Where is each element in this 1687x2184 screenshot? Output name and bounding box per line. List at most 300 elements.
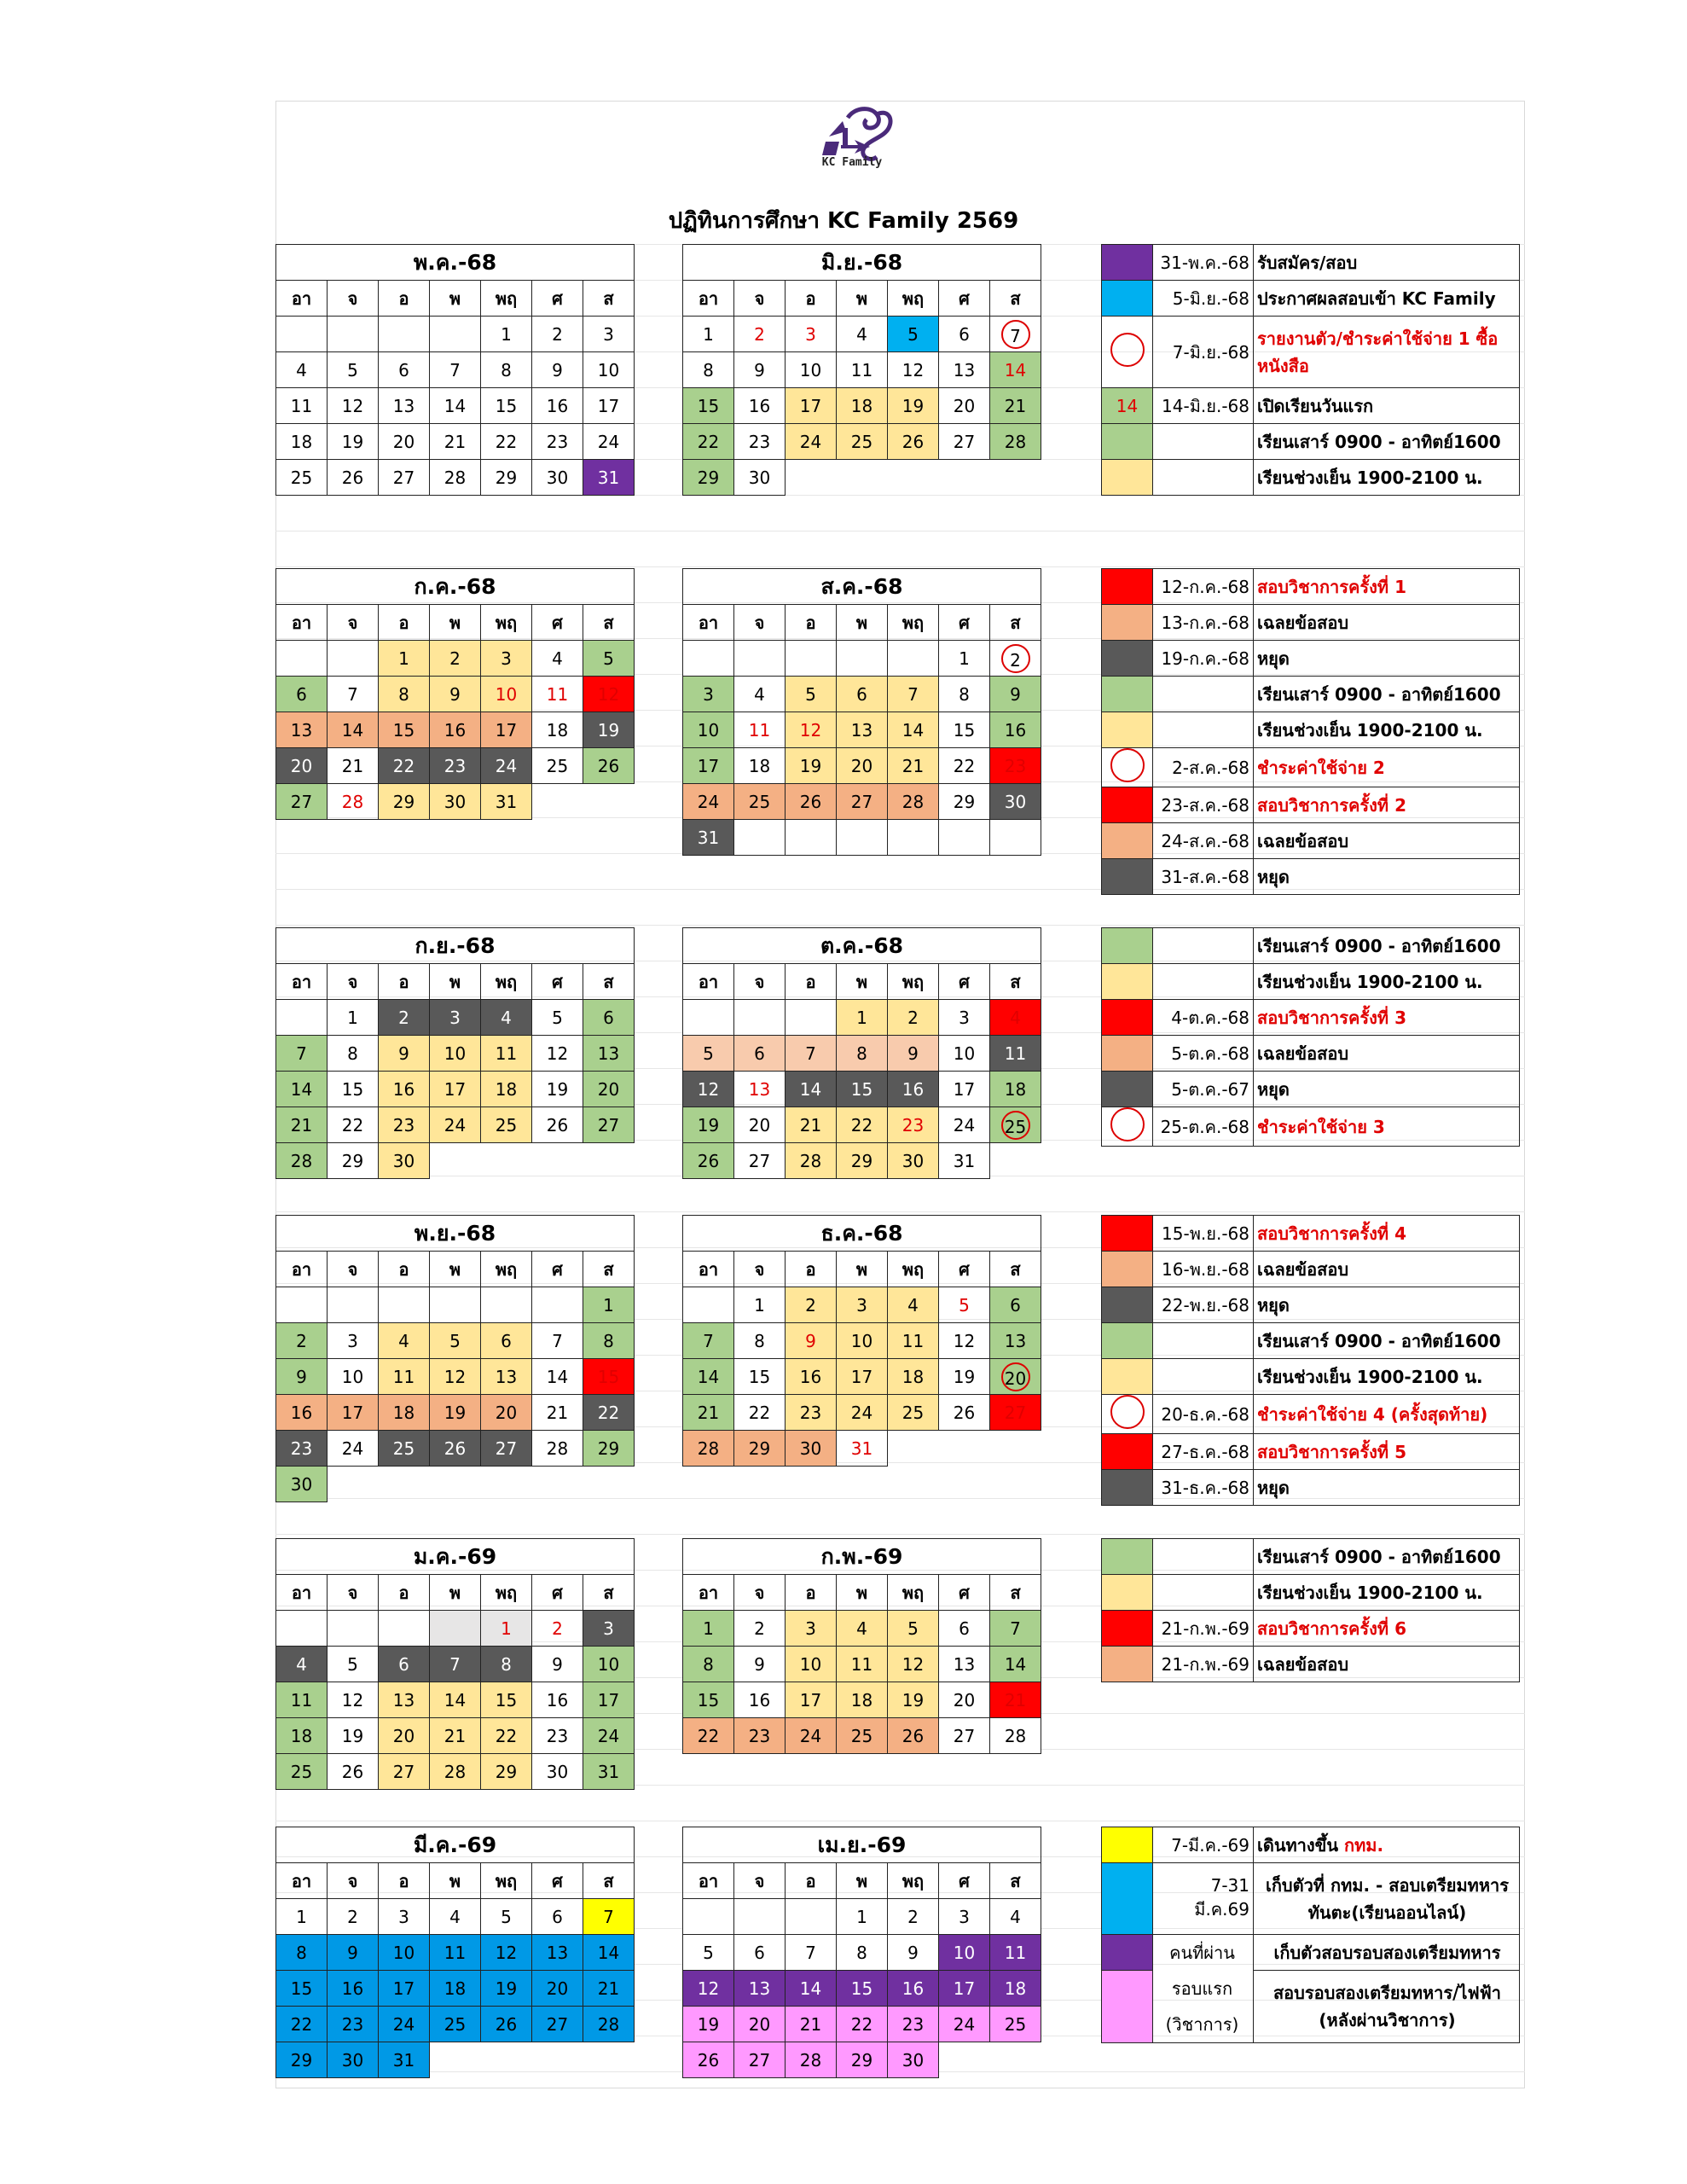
day-cell: 7 [430,352,481,388]
legend-swatch [1102,245,1153,281]
week-row [276,1754,635,1790]
day-cell: 20 [939,1682,990,1718]
day-cell: 29 [276,2042,328,2078]
day-cell: 2 [888,1899,939,1935]
day-cell: 19 [481,1971,532,2007]
day-cell: 20 [379,1718,430,1754]
weekday-header: อ [786,281,837,317]
legend-text: เฉลยข้อสอบ [1254,1036,1520,1072]
weekday-header: อา [683,281,734,317]
week-row [683,1072,1041,1107]
day-cell: 17 [786,1682,837,1718]
day-cell: 30 [532,1754,583,1790]
day-cell: 7 [430,1647,481,1682]
day-cell: 2 [786,1287,837,1323]
legend-swatch [1102,1470,1153,1506]
weekday-header: พฤ [888,1575,939,1611]
day-cell: 20 [481,1395,532,1431]
month-calendar-nov68 [275,1215,635,1502]
blank-day-cell [837,820,888,856]
day-cell: 11 [276,1682,328,1718]
blank-day-cell [532,1287,583,1323]
weekday-header: ศ [939,1252,990,1287]
legend-date: 31-พ.ค.-68 [1153,245,1254,281]
day-cell: 5 [328,352,379,388]
day-cell: 11 [837,352,888,388]
empty-cell [328,1467,379,1502]
weekday-header: ส [990,1252,1041,1287]
day-cell: 10 [786,1647,837,1682]
day-cell: 17 [328,1395,379,1431]
blank-day-cell [379,1611,430,1647]
day-cell: 30 [379,1143,430,1179]
day-cell: 31 [583,460,635,496]
day-cell: 4 [837,1611,888,1647]
day-cell: 19 [786,748,837,784]
day-cell: 13 [837,712,888,748]
week-row [276,1036,635,1072]
month-title: พ.ย.-68 [276,1216,635,1252]
day-cell: 13 [481,1359,532,1395]
day-cell: 1 [481,1611,532,1647]
month-title: ก.ย.-68 [276,928,635,964]
day-cell: 27 [583,1107,635,1143]
weekday-header: อ [786,605,837,641]
day-cell: 25 [379,1431,430,1467]
day-cell: 23 [734,1718,786,1754]
day-cell: 27 [939,1718,990,1754]
weekday-header: จ [734,1252,786,1287]
day-cell: 14 [276,1072,328,1107]
month-calendar-dec68 [682,1215,1041,1467]
legend-row [1102,1216,1520,1252]
legend-date: 27-ธ.ค.-68 [1153,1434,1254,1470]
weekday-header: ศ [939,1575,990,1611]
legend-leg2 [1101,568,1520,895]
weekday-header: พ [837,964,888,1000]
weekday-header: พ [837,1863,888,1899]
day-cell: 17 [379,1971,430,2007]
weekday-header: ศ [532,281,583,317]
day-cell: 31 [583,1754,635,1790]
legend-date-line: (วิชาการ) [1165,2014,1239,2035]
legend-date: 31-ธ.ค.-68 [1153,1470,1254,1506]
empty-cell [430,1467,481,1502]
legend-text: สอบวิชาการครั้งที่ 4 [1254,1216,1520,1252]
day-cell: 12 [481,1935,532,1971]
day-cell: 24 [939,1107,990,1143]
day-cell: 2 [888,1000,939,1036]
week-row [276,1323,635,1359]
day-cell: 31 [379,2042,430,2078]
legend-swatch [1102,964,1153,1000]
legend-row [1102,1539,1520,1575]
day-cell: 7 [990,1611,1041,1647]
day-cell: 9 [990,677,1041,712]
day-cell: 7 [276,1036,328,1072]
legend-swatch [1102,1611,1153,1647]
day-cell: 13 [276,712,328,748]
week-row [683,1647,1041,1682]
week-row [683,677,1041,712]
day-cell: 18 [837,388,888,424]
legend-swatch [1102,424,1153,460]
weekday-header: ศ [532,964,583,1000]
weekday-header: อา [683,1863,734,1899]
legend-date: 19-ก.ค.-68 [1153,641,1254,677]
week-row [683,1036,1041,1072]
legend-row [1102,859,1520,895]
weekday-header: จ [328,1575,379,1611]
day-cell: 4 [734,677,786,712]
day-cell: 7 [583,1899,635,1935]
empty-cell [837,460,888,496]
day-cell: 22 [683,1718,734,1754]
day-cell: 1 [276,1899,328,1935]
day-cell: 4 [276,352,328,388]
day-cell: 3 [430,1000,481,1036]
day-cell: 6 [276,677,328,712]
day-cell: 11 [990,1935,1041,1971]
day-cell: 24 [683,784,734,820]
day-cell: 11 [990,1036,1041,1072]
legend-text: หยุด [1254,641,1520,677]
legend-row [1102,1359,1520,1395]
month-title: ต.ค.-68 [683,928,1041,964]
day-cell: 24 [430,1107,481,1143]
legend-swatch [1102,1000,1153,1036]
week-row [683,1611,1041,1647]
day-cell: 22 [683,424,734,460]
blank-day-cell [837,641,888,677]
day-cell: 21 [683,1395,734,1431]
day-cell: 18 [990,1971,1041,2007]
legend-row [1102,1827,1520,1863]
day-cell: 18 [276,1718,328,1754]
empty-cell [481,1467,532,1502]
legend-row [1102,1036,1520,1072]
day-cell: 29 [328,1143,379,1179]
day-cell: 7 [888,677,939,712]
month-calendar-jul68 [275,568,635,820]
weekday-header: จ [328,1863,379,1899]
legend-swatch [1102,712,1153,748]
legend-date: 21-ก.พ.-69 [1153,1647,1254,1682]
day-cell: 25 [990,2007,1041,2042]
weekday-header: อา [683,605,734,641]
day-cell: 5 [683,1935,734,1971]
day-cell: 12 [430,1359,481,1395]
day-cell: 29 [379,784,430,820]
legend-swatch [1102,748,1153,787]
day-cell: 22 [837,2007,888,2042]
week-row [683,712,1041,748]
week-row [683,784,1041,820]
day-cell: 16 [990,712,1041,748]
week-row [276,1359,635,1395]
weekday-header: ส [990,281,1041,317]
day-cell: 22 [379,748,430,784]
legend-text: เรียนช่วงเย็น 1900-2100 น. [1254,460,1520,496]
week-row [683,748,1041,784]
day-cell: 24 [786,424,837,460]
sheet-gridline [275,566,1525,567]
blank-day-cell [683,1287,734,1323]
empty-cell [990,1431,1041,1467]
legend-text: สอบวิชาการครั้งที่ 6 [1254,1611,1520,1647]
legend-date [1153,1935,1254,2043]
weekday-header: ส [583,281,635,317]
day-cell: 22 [583,1395,635,1431]
day-cell: 17 [583,1682,635,1718]
day-cell: 4 [430,1899,481,1935]
empty-cell [990,1143,1041,1179]
weekday-header: อ [379,1863,430,1899]
day-cell: 18 [481,1072,532,1107]
week-row [683,1718,1041,1754]
legend-swatch [1102,1539,1153,1575]
day-cell: 1 [837,1000,888,1036]
day-cell: 24 [837,1395,888,1431]
day-cell: 26 [683,2042,734,2078]
empty-cell [481,2042,532,2078]
blank-day-cell [990,820,1041,856]
blank-day-cell [328,1611,379,1647]
day-cell: 11 [379,1359,430,1395]
day-cell: 5 [328,1647,379,1682]
empty-cell [481,1143,532,1179]
legend-leg3 [1101,927,1520,1147]
week-row [276,1467,635,1502]
month-title: มิ.ย.-68 [683,245,1041,281]
circled-day: 7 [1001,320,1030,349]
weekday-header: พฤ [481,1863,532,1899]
weekday-header: อ [379,1252,430,1287]
week-row [683,1359,1041,1395]
day-cell: 16 [532,388,583,424]
day-cell: 16 [532,1682,583,1718]
weekday-header: จ [328,605,379,641]
day-cell: 28 [532,1431,583,1467]
day-cell: 20 [734,1107,786,1143]
weekday-header: ส [990,964,1041,1000]
week-row [683,1000,1041,1036]
legend-swatch [1102,1863,1153,1935]
day-cell: 14 [990,1647,1041,1682]
day-cell: 26 [328,460,379,496]
day-cell: 23 [734,424,786,460]
day-cell: 8 [734,1323,786,1359]
day-cell: 27 [990,1395,1041,1431]
legend-swatch [1102,317,1153,388]
legend-date: 14-มิ.ย.-68 [1153,388,1254,424]
legend-row [1102,1000,1520,1036]
day-cell: 13 [379,1682,430,1718]
day-cell: 26 [888,424,939,460]
day-cell: 18 [734,748,786,784]
legend-text-red: กทม. [1343,1834,1384,1856]
week-row [276,1935,635,1971]
circle-marker-icon [1110,1107,1145,1141]
circle-marker-icon [1110,748,1145,782]
blank-day-cell [328,1287,379,1323]
day-cell: 14 [532,1359,583,1395]
weekday-header: พ [430,605,481,641]
day-cell: 13 [990,1323,1041,1359]
day-cell: 11 [888,1323,939,1359]
week-row [276,352,635,388]
day-cell: 6 [990,1287,1041,1323]
legend-text: เรียนเสาร์ 0900 - อาทิตย์1600 [1254,1539,1520,1575]
day-cell: 8 [276,1935,328,1971]
week-row [276,641,635,677]
legend-text: เรียนช่วงเย็น 1900-2100 น. [1254,1359,1520,1395]
day-cell: 2 [532,317,583,352]
day-cell: 3 [379,1899,430,1935]
day-cell: 10 [328,1359,379,1395]
weekday-header: อา [276,1575,328,1611]
week-row [276,784,635,820]
legend-text: สอบวิชาการครั้งที่ 3 [1254,1000,1520,1036]
day-cell: 15 [837,1971,888,2007]
empty-cell [583,784,635,820]
legend-date: 5-ต.ค.-68 [1153,1036,1254,1072]
weekday-header: พฤ [481,605,532,641]
day-cell: 20 [583,1072,635,1107]
legend-swatch [1102,928,1153,964]
day-cell: 19 [683,2007,734,2042]
day-cell: 19 [888,1682,939,1718]
legend-row [1102,1323,1520,1359]
blank-day-cell [276,641,328,677]
day-cell: 15 [583,1359,635,1395]
day-cell: 26 [786,784,837,820]
day-cell: 15 [276,1971,328,2007]
legend-mar-apr [1101,1827,1520,2043]
week-row [276,424,635,460]
week-row [683,1971,1041,2007]
day-cell: 30 [888,2042,939,2078]
day-cell: 16 [734,388,786,424]
legend-text: เรียนเสาร์ 0900 - อาทิตย์1600 [1254,1323,1520,1359]
month-title: มี.ค.-69 [276,1827,635,1863]
day-cell: 25 [532,748,583,784]
legend-date [1153,1323,1254,1359]
day-cell: 6 [734,1036,786,1072]
day-cell: 5 [481,1899,532,1935]
weekday-header: พฤ [481,1252,532,1287]
day-cell: 8 [683,352,734,388]
day-cell: 6 [379,352,430,388]
legend-date [1153,964,1254,1000]
legend-swatch [1102,859,1153,895]
legend-swatch: 14 [1102,388,1153,424]
day-cell: 26 [583,748,635,784]
month-calendar-mar69 [275,1827,635,2078]
day-cell: 20 [276,748,328,784]
week-row [683,1143,1041,1179]
week-row [683,1899,1041,1935]
day-cell: 3 [786,317,837,352]
weekday-header: ศ [532,1252,583,1287]
day-cell: 18 [888,1359,939,1395]
day-cell: 10 [583,1647,635,1682]
blank-day-cell [786,1000,837,1036]
legend-swatch [1102,281,1153,317]
legend-date: 5-ต.ค.-67 [1153,1072,1254,1107]
weekday-header: อา [276,1863,328,1899]
week-row [683,2042,1041,2078]
legend-swatch [1102,460,1153,496]
month-title: พ.ค.-68 [276,245,635,281]
legend-text: เฉลยข้อสอบ [1254,823,1520,859]
blank-day-cell [734,820,786,856]
blank-day-cell [481,1287,532,1323]
week-row [683,1287,1041,1323]
day-cell: 27 [481,1431,532,1467]
day-cell: 28 [430,1754,481,1790]
week-row [276,2007,635,2042]
day-cell: 2 [532,1611,583,1647]
day-cell: 5 [532,1000,583,1036]
day-cell: 22 [734,1395,786,1431]
month-title: เม.ย.-69 [683,1827,1041,1863]
day-cell: 29 [481,1754,532,1790]
day-cell: 21 [430,1718,481,1754]
day-cell: 3 [837,1287,888,1323]
day-cell: 28 [786,1143,837,1179]
legend-text: เรียนเสาร์ 0900 - อาทิตย์1600 [1254,928,1520,964]
blank-day-cell [276,1000,328,1036]
day-cell: 19 [888,388,939,424]
weekday-header: พฤ [481,964,532,1000]
weekday-header: จ [328,1252,379,1287]
day-cell: 11 [837,1647,888,1682]
legend-row [1102,569,1520,605]
legend-text: เรียนเสาร์ 0900 - อาทิตย์1600 [1254,677,1520,712]
day-cell: 8 [379,677,430,712]
legend-text-part: เดินทางขึ้น [1257,1834,1344,1856]
legend-swatch [1102,605,1153,641]
circled-day: 2 [1001,644,1030,673]
day-cell: 16 [328,1971,379,2007]
empty-cell [939,460,990,496]
legend-date: 15-พ.ย.-68 [1153,1216,1254,1252]
legend-date [1153,712,1254,748]
day-cell: 15 [683,1682,734,1718]
week-row [683,641,1041,677]
day-cell: 7 [532,1323,583,1359]
legend-text: เฉลยข้อสอบ [1254,1647,1520,1682]
circled-day: 20 [1001,1362,1030,1391]
legend-text: เปิดเรียนวันแรก [1254,388,1520,424]
day-cell: 2 [276,1323,328,1359]
blank-day-cell [683,1000,734,1036]
day-cell: 30 [276,1467,328,1502]
day-cell: 23 [532,1718,583,1754]
day-cell: 13 [939,352,990,388]
legend-row [1102,245,1520,281]
day-cell: 22 [939,748,990,784]
legend-text: หยุด [1254,1072,1520,1107]
weekday-header: ศ [939,605,990,641]
weekday-header: พฤ [888,1863,939,1899]
day-cell: 17 [430,1072,481,1107]
day-cell: 17 [481,712,532,748]
day-cell: 15 [837,1072,888,1107]
sheet-gridline [275,1211,1525,1212]
day-cell: 18 [532,712,583,748]
